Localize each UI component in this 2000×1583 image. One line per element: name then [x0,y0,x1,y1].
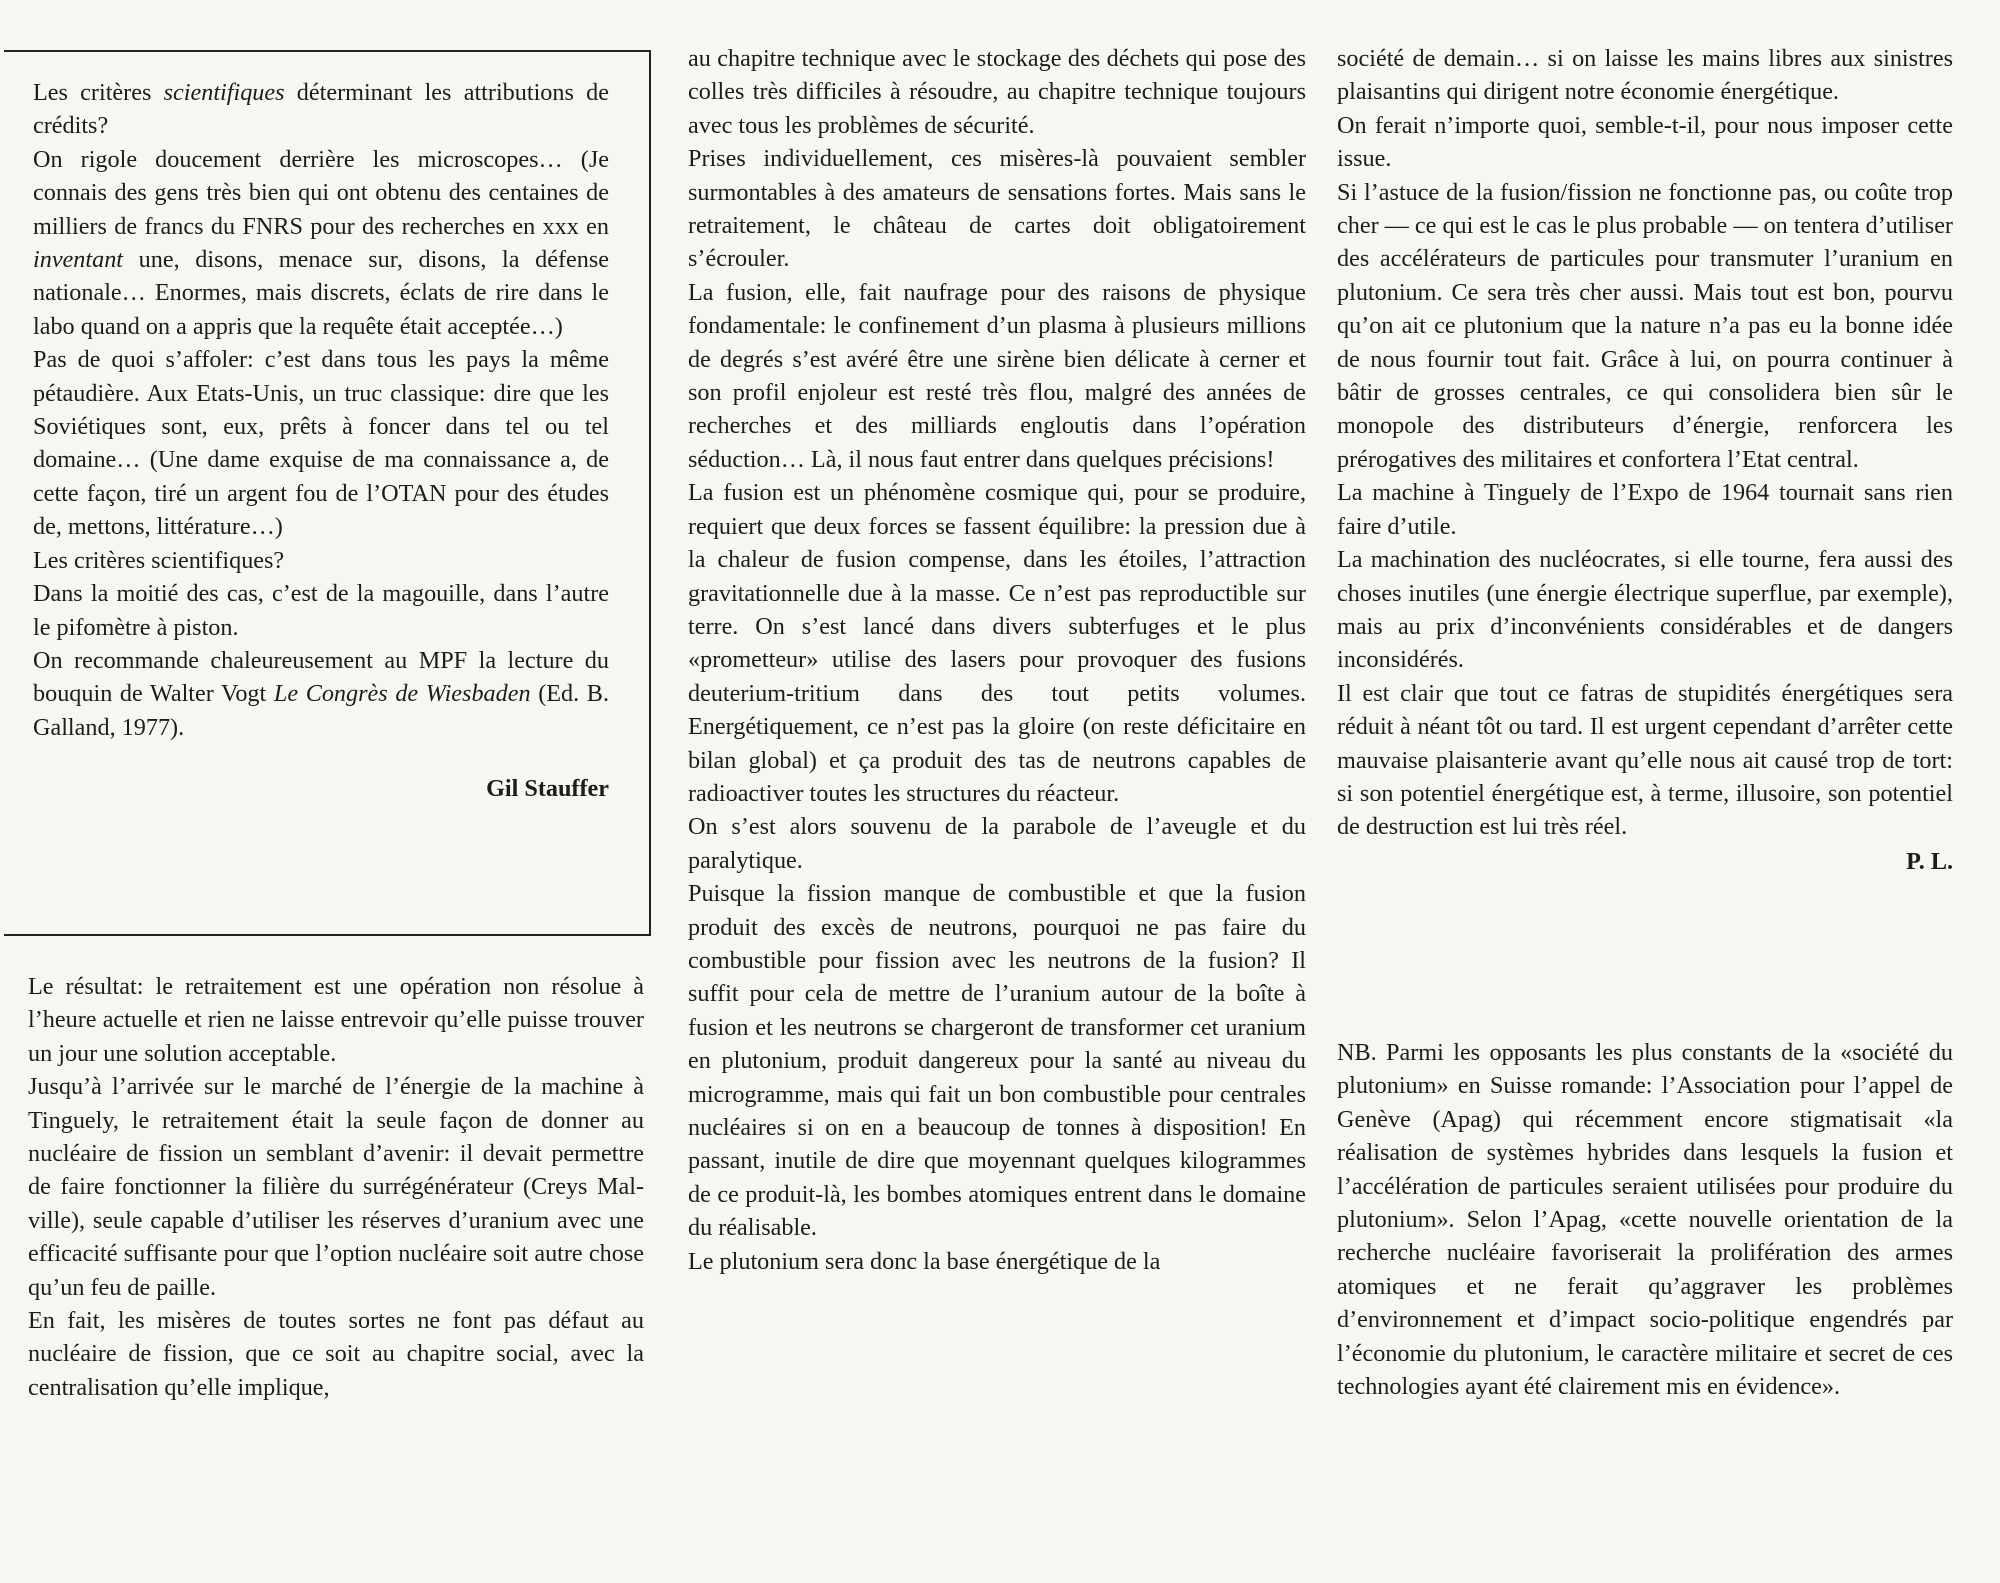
paragraph: Si l’astuce de la fusion/fission ne fonctionne pas, ou coûte trop cher — ce qui est le cas le plus probable — on tentera d’utiliser des accélérateurs de particules pour transmuter l’uranium en plutonium. Ce sera très cher aussi. Mais tout est bon, pourvu qu’on ait ce plutonium que la nature n’a pas eu la bonne idée de nous fournir tout fait. Grâce à lui, on pourra continuer à bâtir de grosses centrales, ce qui consolidera bien sûr le monopole des distributeurs d’énergie, renforcera les prérogatives des militaires et confortera l’Etat central. [1337,178,1953,473]
column-3-text [1337,42,1953,844]
paragraph: On ferait n’importe quoi, semble-t-il, pour nous imposer cette issue. [1337,111,1953,173]
paragraph: société de demain… si on laisse les mains libres aux sinistres plaisantins qui dirigent notre économie énergétique. [1337,45,1953,106]
paragraph: La fusion, elle, fait naufrage pour des raisons de physique fondamentale: le confinement d’un plasma à plusieurs millions de degrés s’est avéré être une sirène bien délicate à cerner et son profil enjoleur est resté très flou, malgré des années de recherches et des milliards engloutis dans l’opération séduction… Là, il nous faut entrer dans quelques précisions! [688,278,1306,473]
author-initials: P. L. [1906,847,1953,875]
italic-text: Le Congrès de Wiesbaden [273,680,531,708]
paragraph: On s’est alors souvenu de la parabole de l’aveugle et du paralytique. [688,813,1306,874]
paragraph: Il est clair que tout ce fatras de stupidités énergétiques sera réduit à néant tôt ou tard. Il est urgent cependant d’arrêter cette mauvaise plaisanterie avant qu’elle nous ait causé trop de tort: si son potentiel énergétique est, à terme, illusoire, son potentiel de destruction est lui très réel. [1337,679,1953,841]
boxed-sidebar-text [33,76,609,744]
paragraph: On rigole doucement derrière les microscopes… (Je connais des gens très bien qui ont obtenu des centaines de milliers de francs du FNRS pour des recherches en xxx en inventant une, disons, menace sur, disons, la défense nationale… Enormes, mais discrets, éclats de rire dans le labo quand on a appris que la requête était acceptée…) [33,145,609,340]
paragraph: La machine à Tinguely de l’Expo de 1964 tournait sans rien faire d’utile. [1337,479,1953,540]
paragraph: Pas de quoi s’affoler: c’est dans tous les pays la même pétaudière. Aux Etats-Unis, un truc classique: dire que les Soviétiques sont, eux, prêts à foncer dans tel ou tel domaine… (Une dame exquise de ma connaissance a, de cette façon, tiré un argent fou de l’OTAN pour des études de, mettons, littérature…) [33,346,609,541]
italic-text: inventant [33,246,124,274]
boxed-sidebar [4,50,651,936]
paragraph: Jusqu’à l’arrivée sur le marché de l’énergie de la machine à Tinguely, le retraitement était la seule façon de donner au nucléaire de fission un semblant d’avenir: il devait permettre de faire fonctionner la filière du surrégénérateur (Creys Malville), seule capable d’utiliser les réserves d’uranium avec une efficacité suffisante pour que l’option nucléaire soit autre chose qu’un feu de paille. [28,1073,644,1301]
paragraph: En fait, les misères de toutes sortes ne font pas défaut au nucléaire de fission, que ce soit au chapitre social, avec la centralisation qu’elle implique, [28,1307,644,1401]
nota-bene [1337,1036,1953,1403]
column-3 [1337,42,1953,878]
paragraph: La fusion est un phénomène cosmique qui, pour se produire, requiert que deux forces se fassent équilibre: la pression due à la chaleur de fusion compense, dans les étoiles, l’attraction gravitationnelle due à la masse. Ce n’est pas reproductible sur terre. On s’est lancé dans divers subterfuges et le plus «prometteur» utilise des lasers pour provoquer des fusions deuterium-tritium dans des tout petits volumes. Energétiquement, ce n’est pas la gloire (on reste déficitaire en bilan global) et ça produit des tas de neutrons capables de radioactiver toutes les structures du réacteur. [688,479,1306,807]
paragraph: Prises individuellement, ces misères-là pouvaient sembler surmontables à des amateurs de sensations fortes. Mais sans le retraitement, le château de cartes doit obligatoirement s’écrouler. [688,145,1306,273]
author-signature: Gil Stauffer [486,775,609,803]
paragraph: au chapitre technique avec le stockage des déchets qui pose des colles très difficiles à résoudre, au chapitre technique toujours avec tous les problèmes de sécurité. [688,45,1306,139]
paragraph: Les critères scientifiques déterminant les attributions de crédits? [33,79,609,140]
paragraph: On recommande chaleureusement au MPF la lecture du bouquin de Walter Vogt Le Congrès de Wiesbaden (Ed. B. Galland, 1977). [33,646,609,741]
paragraph: Le résultat: le retraitement est une opération non résolue à l’heure actuelle et rien ne laisse entrevoir qu’elle puisse trouver un jour une solution acceptable. [28,973,644,1067]
paragraph: Dans la moitié des cas, c’est de la magouille, dans l’autre le pifomètre à piston. [33,580,609,641]
column-2-text [688,42,1306,1278]
paragraph: La machination des nucléocrates, si elle tourne, fera aussi des choses inutiles (une énergie électrique superflue, par exemple), mais au prix d’inconvénients considérables et de dangers inconsidérés. [1337,546,1953,674]
paragraph: Puisque la fission manque de combustible et que la fusion produit des excès de neutrons, pourquoi ne pas faire du combustible pour fission avec les neutrons de la fusion? Il suffit pour cela de mettre de l’uranium autour de la boîte à fusion et les neutrons se chargeront de transformer cet uranium en plutonium, produit dangereux pour la santé au niveau du microgramme, mais qui fait un bon combustible pour centrales nucléaires si on en a beaucoup de tonnes à disposition! En passant, inutile de dire que moyennant quelques kilogrammes de ce produit-là, les bombes atomiques entrent dans le domaine du réalisable. [688,880,1306,1242]
paragraph: NB. Parmi les opposants les plus constants de la «société du plutonium» en Suisse romande: l’Association pour l’appel de Genève (Apag) qui récemment encore stigmatisait «la réalisation de systèmes hybrides dans lesquels la fusion et l’accélération de particules seraient utilisées pour produire du plutonium». Selon l’Apag, «cette nouvelle orientation de la recherche nucléaire favoriserait la prolifération des armes atomiques et ne ferait qu’aggraver les problèmes d’environnement et d’impact socio-politique engendrés par l’économie du plutonium, le caractère militaire et secret de ces technologies ayant été clairement mis en évidence». [1337,1039,1953,1401]
paragraph: Le plutonium sera donc la base énergétique de la [688,1247,1161,1275]
italic-text: scientifiques [163,79,285,106]
column-1-text [28,970,644,1404]
paragraph: Les critères scientifiques? [33,546,285,574]
